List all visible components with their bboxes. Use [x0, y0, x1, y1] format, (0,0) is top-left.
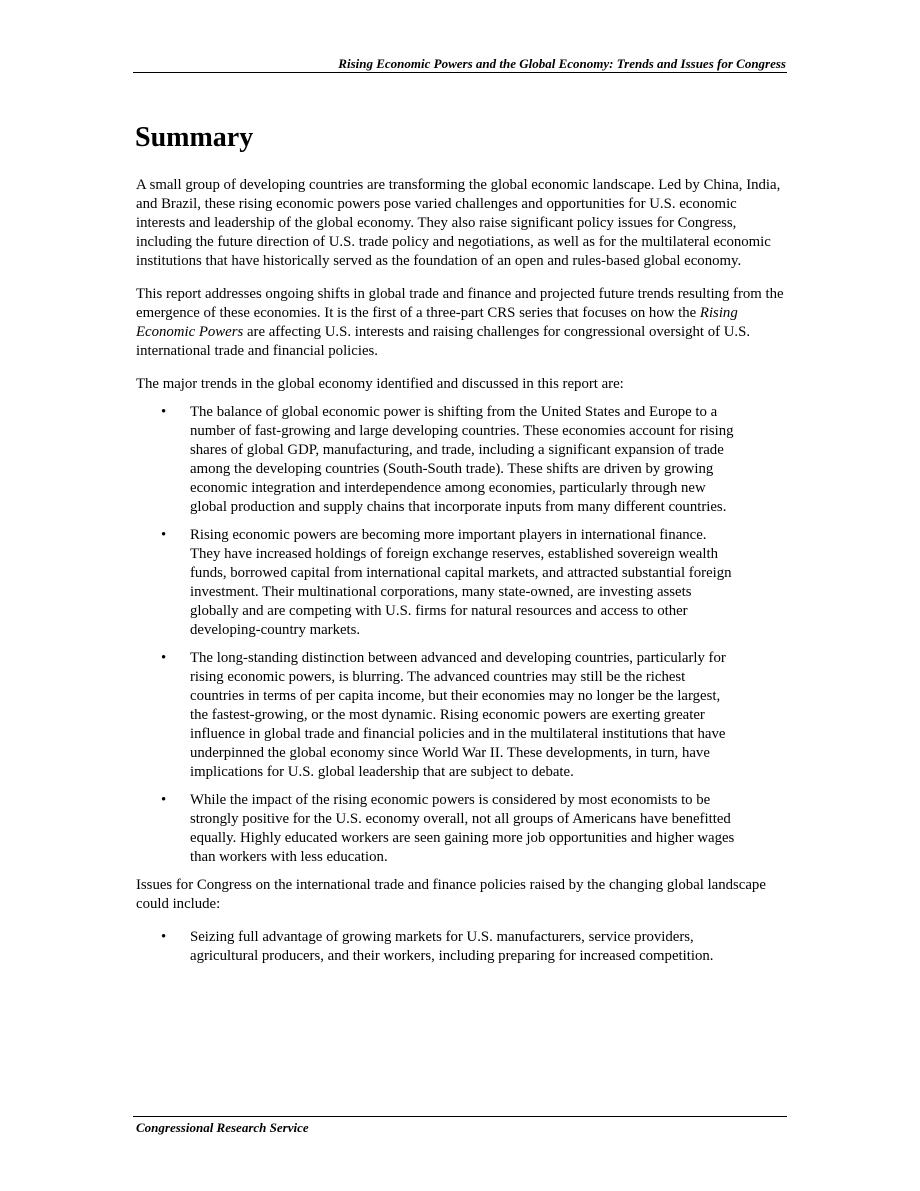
- summary-body: [136, 176, 788, 975]
- issues-list: [136, 928, 788, 966]
- list-item-text: Rising economic powers are becoming more important players in international finance. They have increased holdings of foreign exchange reserves, established sovereign wealth funds, borrowed capital from international capital markets, and attracted substantial foreign investment. Their multinational corporations, many state-owned, are investing assets globally and are competing with U.S. firms for natural resources and access to other developing-country markets.: [190, 527, 732, 638]
- bullet-icon: •: [161, 404, 167, 420]
- issues-intro-paragraph: Issues for Congress on the international trade and finance policies raised by the changing global landscape could include:: [136, 877, 766, 912]
- bullet-icon: •: [161, 527, 167, 543]
- footer-rule: [133, 1116, 787, 1117]
- series-title: Rising Economic Powers: [136, 305, 738, 340]
- list-item-text: The long-standing distinction between advanced and developing countries, particularly for rising economic powers, is blurring. The advanced countries may still be the richest countries in terms of per capita income, but their economies may no longer be the largest, the fastest-growing, or the most dynamic. Rising economic powers are exerting greater influence in global trade and financial policies and in the multilateral institutions that have underpinned the global economy since World War II. These developments, in turn, have implications for U.S. global leadership that are subject to debate.: [190, 650, 726, 780]
- report-scope-text-2: are affecting U.S. interests and raising challenges for congressional oversight of U.S. international trade and financial policies.: [136, 324, 751, 359]
- trends-intro-paragraph: The major trends in the global economy identified and discussed in this report are:: [136, 376, 624, 392]
- list-item-text: Seizing full advantage of growing markets for U.S. manufacturers, service providers, agricultural producers, and their workers, including preparing for increased competition.: [190, 929, 714, 964]
- bullet-icon: •: [161, 792, 167, 808]
- running-header: Rising Economic Powers and the Global Economy: Trends and Issues for Congress: [338, 56, 786, 71]
- trends-list: [136, 403, 788, 867]
- list-item-text: The balance of global economic power is shifting from the United States and Europe to a number of fast-growing and large developing countries. These economies account for rising shares of global GDP, manufacturing, and trade, including a significant expansion of trade among the developing countries (South-South trade). These shifts are driven by growing economic integration and interdependence among economies, particularly through new global production and supply chains that incorporate inputs from many different countries.: [190, 404, 734, 515]
- bullet-icon: •: [161, 650, 167, 666]
- list-item-text: While the impact of the rising economic powers is considered by most economists to be strongly positive for the U.S. economy overall, not all groups of Americans have benefitted equally. Highly educated workers are seen gaining more job opportunities and higher wages than workers with less education.: [190, 792, 735, 865]
- header-rule: [133, 72, 787, 73]
- bullet-icon: •: [161, 929, 167, 945]
- list-item: [136, 403, 735, 517]
- footer-label: Congressional Research Service: [136, 1120, 309, 1135]
- list-item: [136, 928, 735, 966]
- page-title: Summary: [135, 122, 254, 153]
- list-item: [136, 526, 735, 640]
- list-item: [136, 791, 735, 867]
- report-scope-text-1: This report addresses ongoing shifts in global trade and finance and projected future trends resulting from the emergence of these economies. It is the first of a three-part CRS series that focuses on how the: [136, 286, 784, 321]
- report-scope-paragraph: [136, 285, 788, 361]
- intro-paragraph: A small group of developing countries are transforming the global economic landscape. Led by China, India, and Brazil, these rising economic powers pose varied challenges and opportunities for U.S. economic interests and leadership of the global economy. They also raise significant policy issues for Congress, including the future direction of U.S. trade policy and negotiations, as well as for the multilateral economic institutions that have historically served as the foundation of an open and rules-based global economy.: [136, 177, 781, 269]
- list-item: [136, 649, 735, 782]
